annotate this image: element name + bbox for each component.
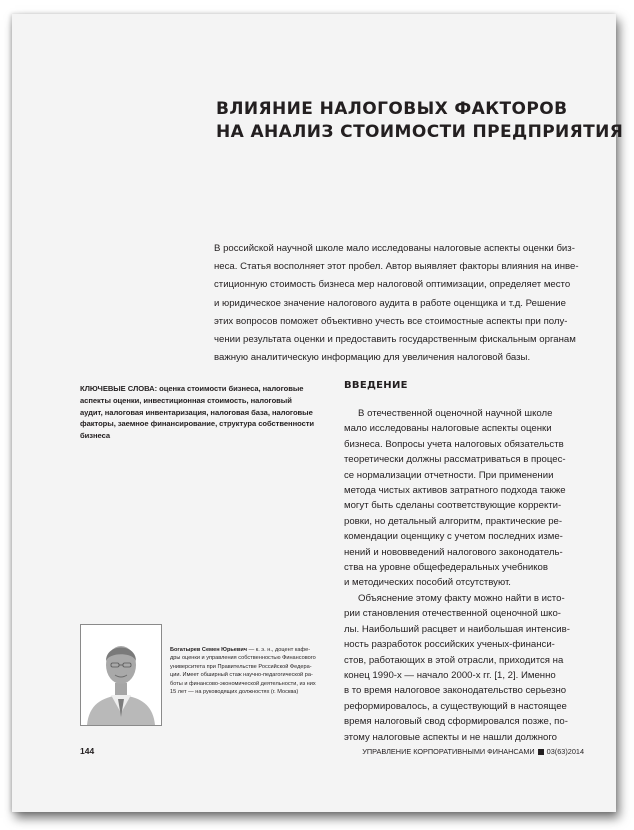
bio-line: 15 лет — на руководящих должностях (г. Москва) — [170, 689, 299, 696]
body-line: лы. Наибольший расцвет и наибольшая интенсив- — [344, 623, 570, 635]
keywords-line: факторы, заемное финансирование, структура собственности — [80, 419, 315, 429]
body-line: теоретически должны рассматриваться в процес- — [344, 454, 566, 466]
body-line: время налоговый свод сформировался позже, по- — [344, 716, 568, 728]
body-line: в то время налоговое законодательство серьезно — [344, 685, 567, 697]
bio-line: университета при Правительстве Российской Федера- — [170, 663, 312, 670]
abstract-line: стиционную стоимость бизнеса мер налоговой оптимизации, определяет место — [214, 279, 571, 291]
body-line: и методических пособий отсутствуют. — [344, 577, 511, 589]
body-line: этому налоговые аспекты и не нашли должного — [344, 731, 557, 743]
body-line: комендации оценщику с учетом последних изме- — [344, 531, 563, 543]
abstract-line: неса. Статья восполняет этот пробел. Автор выявляет факторы влияния на инве- — [214, 261, 579, 273]
body-line: се нормализации отчетности. При применении — [344, 469, 554, 481]
author-bio — [170, 646, 320, 696]
author-portrait-icon — [81, 625, 161, 725]
author-photo — [80, 624, 162, 726]
bio-line: боты и финансово-экономической деятельности, из них — [170, 680, 316, 687]
title-line: НА АНАЛИЗ СТОИМОСТИ ПРЕДПРИЯТИЯ — [216, 122, 624, 142]
abstract-line: этих вопросов поможет объективно учесть все стоимостные аспекты при полу- — [214, 315, 568, 327]
bio-line — [170, 646, 320, 654]
journal-name: УПРАВЛЕНИЕ КОРПОРАТИВНЫМИ ФИНАНСАМИ — [362, 747, 535, 756]
body-line: мало исследованы налоговые аспекты оценки — [344, 423, 552, 435]
journal-issue: 03(63)2014 — [546, 747, 584, 756]
keywords-line: КЛЮЧЕВЫЕ СЛОВА: оценка стоимости бизнеса, налоговые — [80, 384, 304, 393]
title-line: ВЛИЯНИЕ НАЛОГОВЫХ ФАКТОРОВ — [216, 99, 568, 119]
keywords-line: аспекты оценки, инвестиционная стоимость, налоговый — [80, 395, 292, 405]
article-abstract — [214, 240, 588, 367]
body-line: ность разработок российских ученых-финанси- — [344, 639, 555, 651]
document-page — [12, 14, 624, 812]
journal-footer — [362, 747, 584, 756]
keywords-line: аудит, налоговая инвентаризация, налоговая база, налоговые — [80, 407, 313, 417]
body-line: Объяснение этому факту можно найти в истo- — [358, 592, 565, 604]
author-name: Богатырев Семен Юрьевич — [170, 647, 248, 653]
bio-line: дры оценки и управления собственностью Финансового — [170, 655, 316, 662]
bio-text: — к. э. н., доцент кафе- — [247, 647, 311, 653]
section-heading: ВВЕДЕНИЕ — [344, 380, 408, 391]
abstract-line: чении результата оценки и предоставить государственным фискальным органам — [214, 334, 576, 346]
abstract-line: и юридическое значение налогового аудита в работе оценщика и т.д. Решение — [214, 297, 566, 309]
body-line: рии становления отечественной оценочной шко- — [344, 608, 562, 620]
body-line: конец 1990-х — начало 2000-х гг. [1, 2]. Именно — [344, 669, 556, 681]
abstract-line: В российской научной школе мало исследованы налоговые аспекты оценки биз- — [214, 243, 575, 254]
body-line: нений и нововведений налогового законодатель- — [344, 546, 563, 558]
body-line: стов, работающих в этой отрасли, приходится на — [344, 654, 564, 666]
body-line: ровки, но детальный алгоритм, практические ре- — [344, 515, 563, 527]
keywords-line: бизнеса — [80, 431, 111, 441]
abstract-line: важную аналитическую информацию для увеличения налоговой базы. — [214, 352, 531, 364]
article-title — [216, 98, 624, 144]
body-line: могут быть сделаны соответствующие корректи- — [344, 500, 562, 512]
body-text — [344, 406, 594, 745]
bio-line: ции. Имеет обширный стаж научно-педагогической ра- — [170, 672, 313, 679]
body-line: метода чистых активов затратного подхода также — [344, 485, 566, 497]
body-line: реформировалось, а существующий в настоящее — [344, 700, 567, 712]
keywords-block — [80, 383, 332, 442]
body-line: бизнеса. Вопросы учета налоговых обязательств — [344, 438, 564, 450]
page-number: 144 — [80, 746, 95, 756]
body-line: ства на уровне общефедеральных учебников — [344, 562, 548, 574]
square-icon — [538, 749, 544, 755]
body-line: В отечественной оценочной научной школе — [358, 408, 553, 419]
